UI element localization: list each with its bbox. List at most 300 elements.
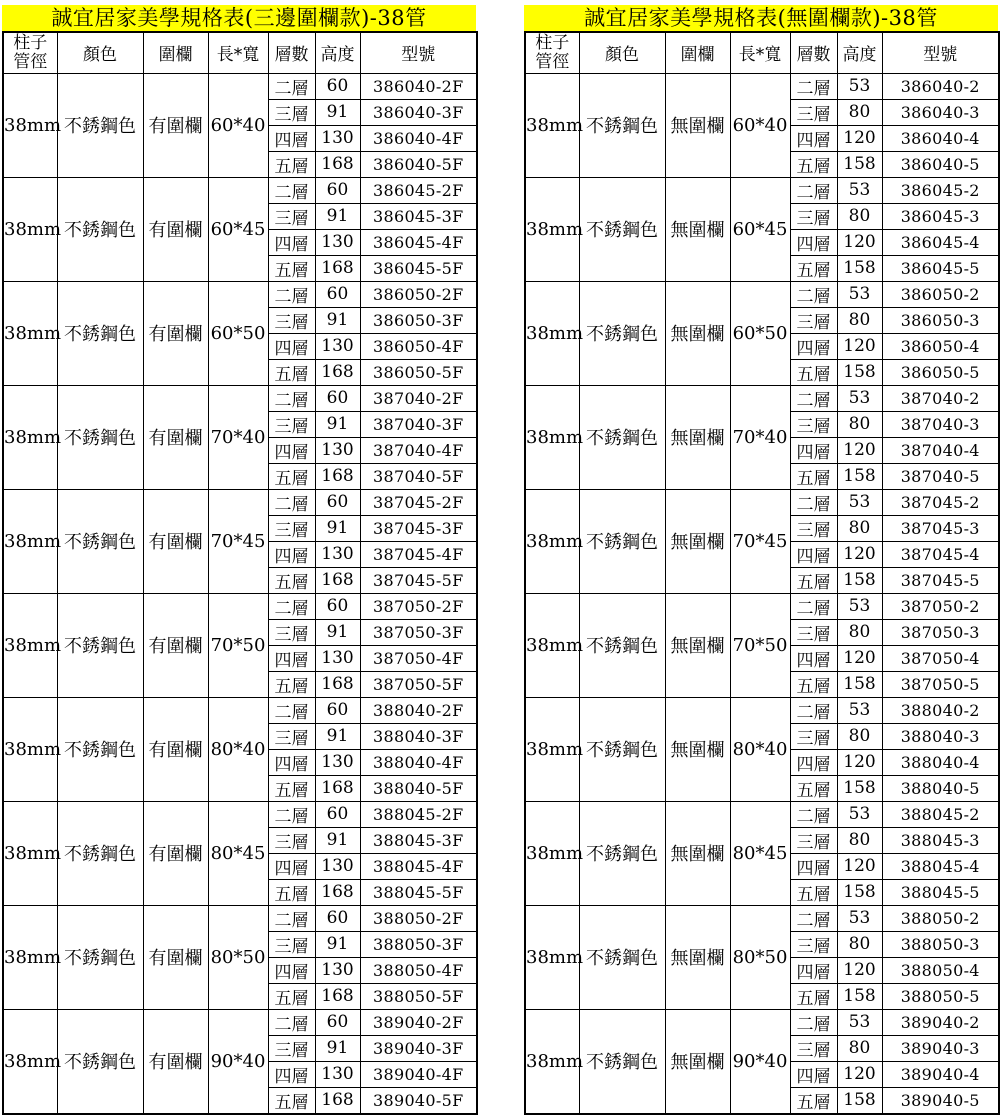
model-cell: 387040-3 <box>882 411 999 437</box>
fence-cell: 有圍欄 <box>143 905 208 1009</box>
color-cell: 不銹鋼色 <box>57 489 143 593</box>
model-cell: 389040-2 <box>882 1009 999 1035</box>
model-cell: 389040-5 <box>882 1087 999 1114</box>
model-cell: 386045-3 <box>882 203 999 229</box>
height-cell: 168 <box>315 671 360 697</box>
height-cell: 120 <box>837 437 882 463</box>
layer-cell: 二層 <box>790 177 837 203</box>
height-cell: 60 <box>315 73 360 99</box>
model-cell: 388045-3F <box>360 827 477 853</box>
height-cell: 130 <box>315 541 360 567</box>
color-cell: 不銹鋼色 <box>57 385 143 489</box>
layer-cell: 二層 <box>790 801 837 827</box>
height-cell: 130 <box>315 1061 360 1087</box>
model-cell: 387045-4F <box>360 541 477 567</box>
layer-cell: 二層 <box>790 1009 837 1035</box>
model-cell: 386045-4 <box>882 229 999 255</box>
height-cell: 80 <box>837 1035 882 1061</box>
size-cell: 80*40 <box>730 697 790 801</box>
layer-cell: 三層 <box>268 827 315 853</box>
layer-cell: 三層 <box>268 307 315 333</box>
height-cell: 53 <box>837 281 882 307</box>
layer-cell: 五層 <box>790 359 837 385</box>
model-cell: 387040-4 <box>882 437 999 463</box>
layer-cell: 四層 <box>268 333 315 359</box>
color-cell: 不銹鋼色 <box>57 593 143 697</box>
fence-cell: 無圍欄 <box>665 385 730 489</box>
height-cell: 80 <box>837 411 882 437</box>
header-pipe-line1: 柱子 <box>535 32 570 53</box>
layer-cell: 二層 <box>268 385 315 411</box>
header-pipe-diameter <box>3 32 57 73</box>
model-cell: 386050-2F <box>360 281 477 307</box>
layer-cell: 三層 <box>268 723 315 749</box>
height-cell: 91 <box>315 931 360 957</box>
model-cell: 386050-4 <box>882 333 999 359</box>
layer-cell: 四層 <box>790 125 837 151</box>
height-cell: 91 <box>315 99 360 125</box>
model-cell: 388050-5F <box>360 983 477 1009</box>
spec-row <box>525 489 999 515</box>
model-cell: 386045-4F <box>360 229 477 255</box>
height-cell: 91 <box>315 1035 360 1061</box>
header-model: 型號 <box>882 32 999 73</box>
layer-cell: 五層 <box>268 1087 315 1114</box>
model-cell: 387040-3F <box>360 411 477 437</box>
fence-cell: 無圍欄 <box>665 593 730 697</box>
height-cell: 91 <box>315 827 360 853</box>
model-cell: 387050-5F <box>360 671 477 697</box>
layer-cell: 三層 <box>790 515 837 541</box>
header-pipe-line2: 管徑 <box>13 51 48 72</box>
height-cell: 60 <box>315 697 360 723</box>
spec-row <box>525 905 999 931</box>
height-cell: 130 <box>315 749 360 775</box>
color-cell: 不銹鋼色 <box>579 593 665 697</box>
layer-cell: 五層 <box>268 567 315 593</box>
left-spec-table <box>2 31 478 1115</box>
layer-cell: 二層 <box>268 177 315 203</box>
spec-row <box>3 801 477 827</box>
model-cell: 388040-2F <box>360 697 477 723</box>
layer-cell: 三層 <box>790 307 837 333</box>
model-cell: 387040-2 <box>882 385 999 411</box>
header-layers: 層數 <box>268 32 315 73</box>
height-cell: 53 <box>837 905 882 931</box>
right-table-section <box>524 5 998 1115</box>
model-cell: 386045-2F <box>360 177 477 203</box>
height-cell: 130 <box>315 229 360 255</box>
model-cell: 388040-2 <box>882 697 999 723</box>
height-cell: 158 <box>837 255 882 281</box>
layer-cell: 五層 <box>268 463 315 489</box>
model-cell: 387045-2 <box>882 489 999 515</box>
spec-row <box>3 1009 477 1035</box>
color-cell: 不銹鋼色 <box>579 801 665 905</box>
color-cell: 不銹鋼色 <box>57 697 143 801</box>
height-cell: 80 <box>837 619 882 645</box>
height-cell: 60 <box>315 593 360 619</box>
model-cell: 388045-4 <box>882 853 999 879</box>
model-cell: 388045-3 <box>882 827 999 853</box>
fence-cell: 無圍欄 <box>665 281 730 385</box>
model-cell: 387045-2F <box>360 489 477 515</box>
header-size: 長*寬 <box>208 32 268 73</box>
color-cell: 不銹鋼色 <box>579 697 665 801</box>
color-cell: 不銹鋼色 <box>579 177 665 281</box>
layer-cell: 五層 <box>790 255 837 281</box>
size-cell: 60*50 <box>730 281 790 385</box>
model-cell: 386040-4F <box>360 125 477 151</box>
layer-cell: 四層 <box>790 333 837 359</box>
height-cell: 91 <box>315 619 360 645</box>
pipe-diameter-cell: 38mm <box>3 801 57 905</box>
model-cell: 387045-5 <box>882 567 999 593</box>
height-cell: 60 <box>315 385 360 411</box>
fence-cell: 無圍欄 <box>665 801 730 905</box>
size-cell: 80*45 <box>730 801 790 905</box>
color-cell: 不銹鋼色 <box>57 281 143 385</box>
fence-cell: 有圍欄 <box>143 489 208 593</box>
pipe-diameter-cell: 38mm <box>3 593 57 697</box>
layer-cell: 二層 <box>790 697 837 723</box>
fence-cell: 有圍欄 <box>143 281 208 385</box>
layer-cell: 五層 <box>268 879 315 905</box>
height-cell: 120 <box>837 541 882 567</box>
layer-cell: 四層 <box>268 541 315 567</box>
size-cell: 60*40 <box>730 73 790 177</box>
header-row <box>525 32 999 73</box>
size-cell: 70*50 <box>730 593 790 697</box>
height-cell: 158 <box>837 879 882 905</box>
left-table-section <box>2 5 476 1115</box>
layer-cell: 四層 <box>790 437 837 463</box>
layer-cell: 四層 <box>268 437 315 463</box>
layer-cell: 五層 <box>790 879 837 905</box>
model-cell: 388040-3 <box>882 723 999 749</box>
layer-cell: 二層 <box>790 489 837 515</box>
pipe-diameter-cell: 38mm <box>525 801 579 905</box>
size-cell: 60*40 <box>208 73 268 177</box>
layer-cell: 五層 <box>268 671 315 697</box>
fence-cell: 有圍欄 <box>143 385 208 489</box>
height-cell: 168 <box>315 151 360 177</box>
pipe-diameter-cell: 38mm <box>525 489 579 593</box>
header-fence: 圍欄 <box>665 32 730 73</box>
model-cell: 388040-4 <box>882 749 999 775</box>
fence-cell: 無圍欄 <box>665 177 730 281</box>
fence-cell: 無圍欄 <box>665 1009 730 1114</box>
layer-cell: 四層 <box>268 853 315 879</box>
pipe-diameter-cell: 38mm <box>525 1009 579 1114</box>
layer-cell: 五層 <box>790 1087 837 1114</box>
model-cell: 387040-4F <box>360 437 477 463</box>
height-cell: 120 <box>837 125 882 151</box>
height-cell: 91 <box>315 307 360 333</box>
pipe-diameter-cell: 38mm <box>3 385 57 489</box>
header-fence: 圍欄 <box>143 32 208 73</box>
spec-row <box>3 385 477 411</box>
height-cell: 60 <box>315 489 360 515</box>
layer-cell: 五層 <box>268 255 315 281</box>
left-table-body <box>3 73 477 1114</box>
layer-cell: 二層 <box>268 593 315 619</box>
height-cell: 53 <box>837 1009 882 1035</box>
size-cell: 70*50 <box>208 593 268 697</box>
model-cell: 387045-4 <box>882 541 999 567</box>
model-cell: 388050-4 <box>882 957 999 983</box>
size-cell: 80*45 <box>208 801 268 905</box>
spec-row <box>3 73 477 99</box>
model-cell: 386040-3F <box>360 99 477 125</box>
layer-cell: 四層 <box>790 645 837 671</box>
fence-cell: 有圍欄 <box>143 177 208 281</box>
model-cell: 388040-5F <box>360 775 477 801</box>
height-cell: 130 <box>315 645 360 671</box>
pipe-diameter-cell: 38mm <box>525 281 579 385</box>
model-cell: 387050-3F <box>360 619 477 645</box>
pipe-diameter-cell: 38mm <box>525 73 579 177</box>
height-cell: 168 <box>315 1087 360 1114</box>
layer-cell: 三層 <box>268 619 315 645</box>
height-cell: 130 <box>315 125 360 151</box>
height-cell: 158 <box>837 359 882 385</box>
header-pipe-line1: 柱子 <box>13 32 48 53</box>
spec-row <box>3 281 477 307</box>
pipe-diameter-cell: 38mm <box>525 593 579 697</box>
color-cell: 不銹鋼色 <box>579 489 665 593</box>
size-cell: 70*45 <box>730 489 790 593</box>
model-cell: 388045-2F <box>360 801 477 827</box>
layer-cell: 三層 <box>790 411 837 437</box>
layer-cell: 五層 <box>268 983 315 1009</box>
size-cell: 70*40 <box>730 385 790 489</box>
fence-cell: 無圍欄 <box>665 489 730 593</box>
color-cell: 不銹鋼色 <box>579 73 665 177</box>
height-cell: 53 <box>837 593 882 619</box>
pipe-diameter-cell: 38mm <box>525 905 579 1009</box>
header-height: 高度 <box>315 32 360 73</box>
layer-cell: 二層 <box>268 801 315 827</box>
model-cell: 388050-2F <box>360 905 477 931</box>
model-cell: 386050-5 <box>882 359 999 385</box>
fence-cell: 無圍欄 <box>665 73 730 177</box>
height-cell: 91 <box>315 723 360 749</box>
color-cell: 不銹鋼色 <box>57 73 143 177</box>
spec-row <box>525 281 999 307</box>
height-cell: 120 <box>837 1061 882 1087</box>
spec-row <box>525 593 999 619</box>
model-cell: 386040-5 <box>882 151 999 177</box>
model-cell: 388050-3F <box>360 931 477 957</box>
layer-cell: 五層 <box>790 671 837 697</box>
height-cell: 158 <box>837 983 882 1009</box>
spec-row <box>525 1009 999 1035</box>
layer-cell: 五層 <box>790 567 837 593</box>
spec-row <box>3 593 477 619</box>
height-cell: 91 <box>315 515 360 541</box>
model-cell: 387050-4 <box>882 645 999 671</box>
color-cell: 不銹鋼色 <box>579 281 665 385</box>
layer-cell: 二層 <box>268 697 315 723</box>
height-cell: 158 <box>837 1087 882 1114</box>
pipe-diameter-cell: 38mm <box>525 177 579 281</box>
model-cell: 387040-5F <box>360 463 477 489</box>
right-table-title: 誠宜居家美學規格表(無圍欄款)-38管 <box>524 5 998 31</box>
model-cell: 387050-2F <box>360 593 477 619</box>
size-cell: 60*45 <box>208 177 268 281</box>
height-cell: 130 <box>315 333 360 359</box>
layer-cell: 四層 <box>268 125 315 151</box>
layer-cell: 四層 <box>790 1061 837 1087</box>
fence-cell: 有圍欄 <box>143 697 208 801</box>
layer-cell: 三層 <box>790 1035 837 1061</box>
layer-cell: 四層 <box>268 229 315 255</box>
model-cell: 386045-5 <box>882 255 999 281</box>
height-cell: 130 <box>315 957 360 983</box>
height-cell: 53 <box>837 177 882 203</box>
model-cell: 389040-4F <box>360 1061 477 1087</box>
height-cell: 168 <box>315 255 360 281</box>
height-cell: 168 <box>315 879 360 905</box>
height-cell: 80 <box>837 307 882 333</box>
model-cell: 387050-2 <box>882 593 999 619</box>
layer-cell: 五層 <box>790 151 837 177</box>
layer-cell: 五層 <box>268 775 315 801</box>
layer-cell: 四層 <box>790 229 837 255</box>
layer-cell: 三層 <box>790 931 837 957</box>
right-table-body <box>525 73 999 1114</box>
model-cell: 388050-4F <box>360 957 477 983</box>
layer-cell: 二層 <box>268 905 315 931</box>
height-cell: 120 <box>837 957 882 983</box>
size-cell: 80*50 <box>208 905 268 1009</box>
model-cell: 387040-2F <box>360 385 477 411</box>
height-cell: 53 <box>837 385 882 411</box>
header-layers: 層數 <box>790 32 837 73</box>
height-cell: 60 <box>315 177 360 203</box>
height-cell: 158 <box>837 775 882 801</box>
size-cell: 60*50 <box>208 281 268 385</box>
color-cell: 不銹鋼色 <box>57 1009 143 1114</box>
pipe-diameter-cell: 38mm <box>3 905 57 1009</box>
model-cell: 386050-4F <box>360 333 477 359</box>
height-cell: 168 <box>315 359 360 385</box>
model-cell: 386045-2 <box>882 177 999 203</box>
height-cell: 158 <box>837 151 882 177</box>
pipe-diameter-cell: 38mm <box>3 281 57 385</box>
height-cell: 53 <box>837 697 882 723</box>
height-cell: 60 <box>315 905 360 931</box>
layer-cell: 三層 <box>268 931 315 957</box>
model-cell: 389040-3 <box>882 1035 999 1061</box>
layer-cell: 三層 <box>790 619 837 645</box>
height-cell: 80 <box>837 723 882 749</box>
layer-cell: 四層 <box>790 749 837 775</box>
height-cell: 130 <box>315 437 360 463</box>
model-cell: 389040-4 <box>882 1061 999 1087</box>
size-cell: 80*50 <box>730 905 790 1009</box>
header-size: 長*寬 <box>730 32 790 73</box>
height-cell: 60 <box>315 801 360 827</box>
layer-cell: 三層 <box>790 723 837 749</box>
model-cell: 386050-5F <box>360 359 477 385</box>
color-cell: 不銹鋼色 <box>579 1009 665 1114</box>
fence-cell: 有圍欄 <box>143 73 208 177</box>
layer-cell: 二層 <box>790 281 837 307</box>
header-color: 顏色 <box>579 32 665 73</box>
fence-cell: 有圍欄 <box>143 801 208 905</box>
spec-row <box>3 905 477 931</box>
model-cell: 386045-5F <box>360 255 477 281</box>
pipe-diameter-cell: 38mm <box>3 697 57 801</box>
size-cell: 90*40 <box>208 1009 268 1114</box>
height-cell: 168 <box>315 983 360 1009</box>
layer-cell: 四層 <box>790 957 837 983</box>
model-cell: 389040-5F <box>360 1087 477 1114</box>
layer-cell: 五層 <box>790 983 837 1009</box>
layer-cell: 三層 <box>268 411 315 437</box>
height-cell: 168 <box>315 567 360 593</box>
left-table-title: 誠宜居家美學規格表(三邊圍欄款)-38管 <box>2 5 476 31</box>
layer-cell: 二層 <box>790 905 837 931</box>
layer-cell: 五層 <box>268 359 315 385</box>
model-cell: 387045-3F <box>360 515 477 541</box>
layer-cell: 二層 <box>790 385 837 411</box>
layer-cell: 四層 <box>268 749 315 775</box>
layer-cell: 五層 <box>268 151 315 177</box>
height-cell: 168 <box>315 775 360 801</box>
height-cell: 80 <box>837 827 882 853</box>
model-cell: 386040-2F <box>360 73 477 99</box>
model-cell: 386040-2 <box>882 73 999 99</box>
layer-cell: 三層 <box>268 99 315 125</box>
height-cell: 120 <box>837 333 882 359</box>
header-height: 高度 <box>837 32 882 73</box>
layer-cell: 四層 <box>790 541 837 567</box>
header-pipe-diameter <box>525 32 579 73</box>
model-cell: 388045-4F <box>360 853 477 879</box>
spec-row <box>525 801 999 827</box>
layer-cell: 二層 <box>268 1009 315 1035</box>
size-cell: 80*40 <box>208 697 268 801</box>
model-cell: 388045-5F <box>360 879 477 905</box>
model-cell: 389040-2F <box>360 1009 477 1035</box>
header-model: 型號 <box>360 32 477 73</box>
height-cell: 80 <box>837 515 882 541</box>
height-cell: 91 <box>315 203 360 229</box>
spec-row <box>3 697 477 723</box>
fence-cell: 無圍欄 <box>665 905 730 1009</box>
model-cell: 386040-4 <box>882 125 999 151</box>
header-color: 顏色 <box>57 32 143 73</box>
pipe-diameter-cell: 38mm <box>525 697 579 801</box>
header-row <box>3 32 477 73</box>
fence-cell: 有圍欄 <box>143 1009 208 1114</box>
right-spec-table <box>524 31 1000 1115</box>
model-cell: 388050-3 <box>882 931 999 957</box>
model-cell: 387040-5 <box>882 463 999 489</box>
header-pipe-line2: 管徑 <box>535 51 570 72</box>
height-cell: 80 <box>837 203 882 229</box>
model-cell: 388040-4F <box>360 749 477 775</box>
spec-row <box>3 489 477 515</box>
size-cell: 70*40 <box>208 385 268 489</box>
layer-cell: 五層 <box>790 463 837 489</box>
layer-cell: 二層 <box>268 281 315 307</box>
model-cell: 386050-2 <box>882 281 999 307</box>
fence-cell: 有圍欄 <box>143 593 208 697</box>
